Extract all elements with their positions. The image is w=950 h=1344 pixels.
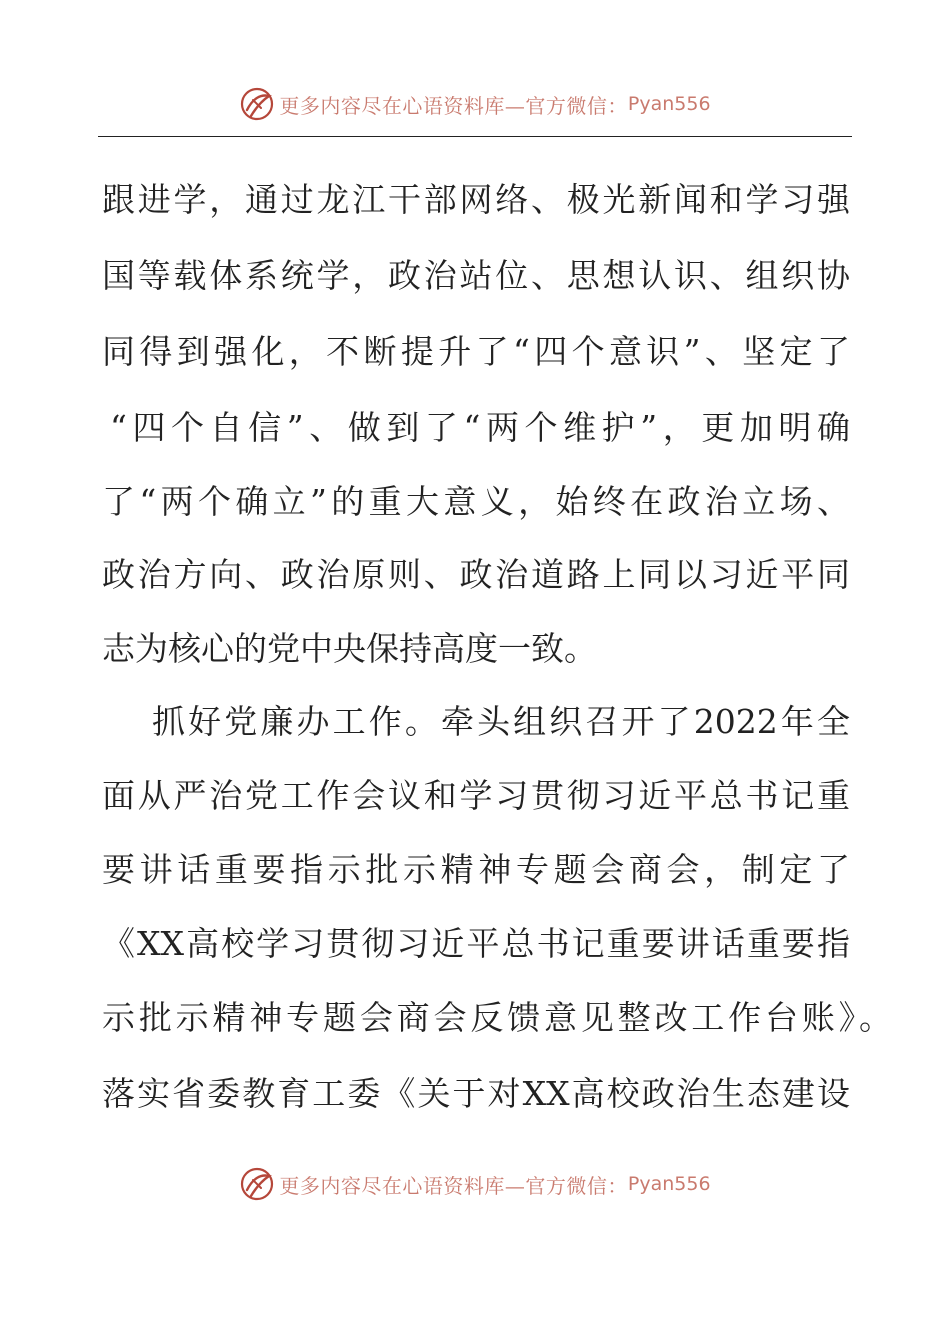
logo-icon [239,1166,275,1202]
header-banner-text: 更多内容尽在心语资料库—官方微信： [279,93,628,118]
body-line: “四个自信”、做到了“两个维护”，更加明确 [110,408,850,447]
body-line: 《XX高校学习贯彻习近平总书记重要讲话重要指 [102,924,850,963]
paragraph-start: 抓好党廉办工作。牵头组织召开了2022年全 [152,702,850,741]
body-line: 政治方向、政治原则、政治道路上同以习近平同 [102,555,850,594]
body-line: 志为核心的党中央保持高度一致。 [102,629,597,668]
footer-banner [0,1162,950,1206]
body-line: 落实省委教育工委《关于对XX高校政治生态建设 [102,1074,850,1113]
body-line: 要讲话重要指示批示精神专题会商会，制定了 [102,850,850,889]
body-line: 了“两个确立”的重大意义，始终在政治立场、 [102,482,850,521]
body-line: 面从严治党工作会议和学习贯彻习近平总书记重 [102,776,850,815]
footer-banner-text: 更多内容尽在心语资料库—官方微信： [279,1173,628,1198]
body-line: 示批示精神专题会商会反馈意见整改工作台账》。 [102,998,892,1037]
body-line: 跟进学，通过龙江干部网络、极光新闻和学习强 [102,180,850,219]
footer-banner-id: Pyan556 [627,1173,711,1195]
body-line: 国等载体系统学，政治站位、思想认识、组织协 [102,256,850,295]
body-line: 同得到强化，不断提升了“四个意识”、坚定了 [102,332,850,371]
header-banner-id: Pyan556 [627,93,711,115]
